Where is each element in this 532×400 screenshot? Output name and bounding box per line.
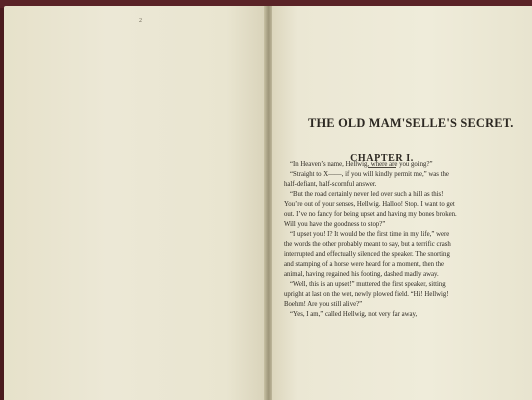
- left-page: [4, 6, 266, 400]
- chapter-body: [284, 160, 458, 320]
- chapter-heading: CHAPTER I.: [350, 153, 414, 164]
- page-mark: 2: [139, 18, 142, 24]
- paragraph: “I upset you! I? It would be the first time in my life,” were the words the other probably meant to say, but a terrific crash interrupted and effectually silenced the speaker. The snorting and stamping of a horse were heard for a moment, then the animal, having regained his footing, dashed madly away.: [284, 231, 451, 278]
- book-title: THE OLD MAM'SELLE'S SECRET.: [308, 116, 514, 130]
- paragraph: “But the road certainly never led over such a hill as this! You’re out of your senses, Hellwig. Halloo! Stop. I want to get out. I’ve no fancy for being upset and having my bones broken. Will you have the goodness to stop?”: [284, 191, 457, 228]
- paragraph: “In Heaven’s name, Hellwig, where are you going?”: [290, 161, 433, 168]
- paragraph: “Yes, I am,” called Hellwig, not very far away,: [290, 311, 418, 318]
- paragraph: “Straight to X——, if you will kindly permit me,” was the half-defiant, half-scornful answer.: [284, 171, 449, 188]
- paragraph: “Well, this is an upset!” muttered the first speaker, sitting upright at last on the wet, newly plowed field. “Hi! Hellwig! Boehm! Are you still alive?”: [284, 281, 449, 308]
